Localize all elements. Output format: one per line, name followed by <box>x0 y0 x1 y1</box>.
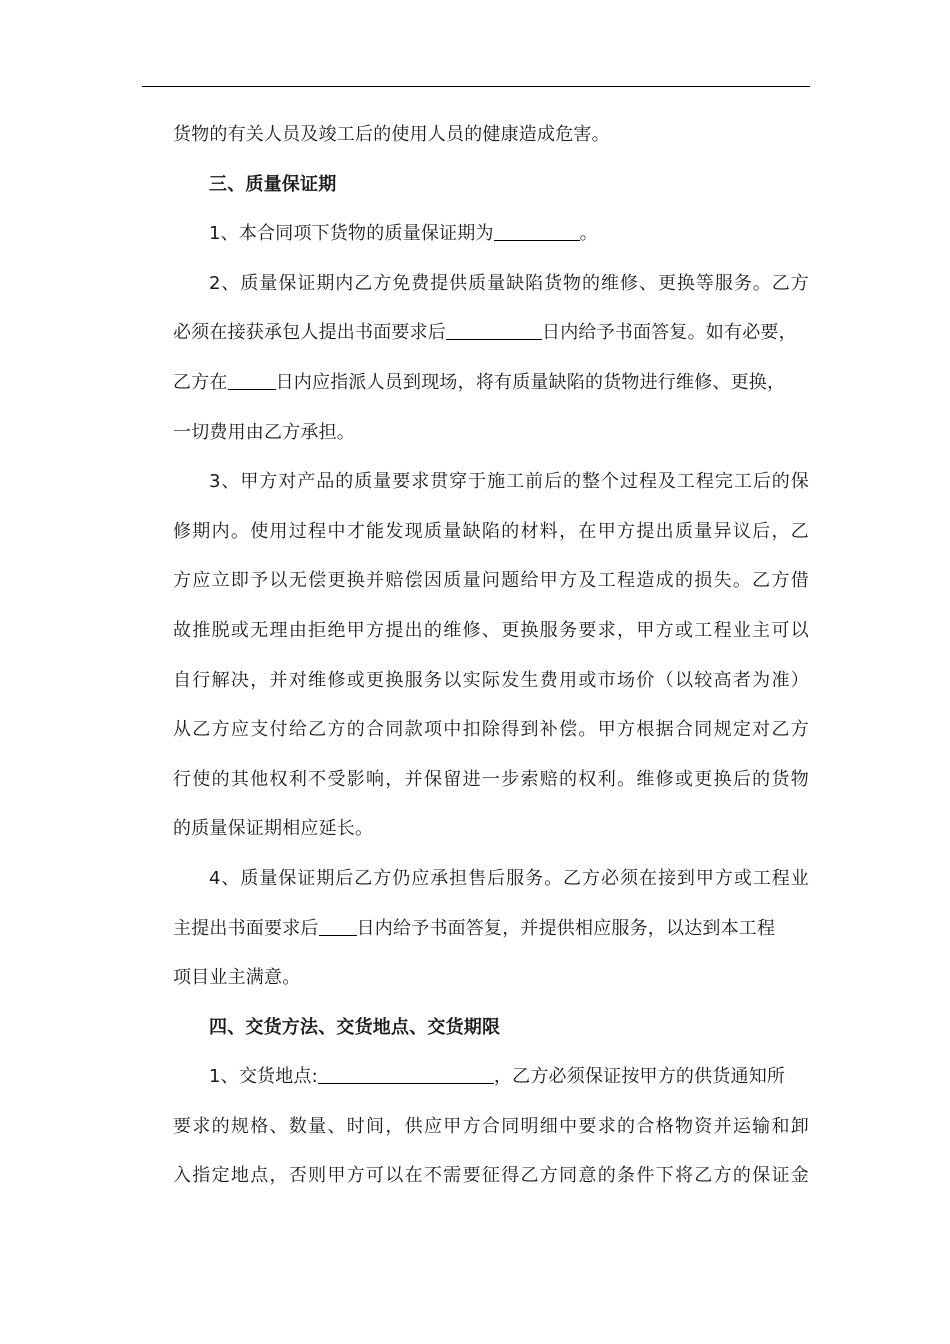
text-segment: ，乙方必须保证按甲方的供货通知所 <box>493 1066 786 1088</box>
fill-in-blank-delivery-location <box>318 1061 494 1084</box>
paragraph-line: 从乙方应支付给乙方的合同款项中扣除得到补偿。甲方根据合同规定对乙方 <box>173 719 809 741</box>
paragraph-line: 行使的其他权利不受影响，并保留进一步索赔的权利。维修或更换后的货物 <box>173 768 809 790</box>
paragraph-line: 方应立即予以无偿更换并赔偿因质量问题给甲方及工程造成的损失。乙方借 <box>173 570 809 592</box>
section-heading-delivery: 四、交货方法、交货地点、交货期限 <box>209 1016 501 1038</box>
fill-in-blank-reply-days <box>446 317 542 340</box>
paragraph-line: 项目业主满意。 <box>173 967 301 989</box>
fill-in-blank-aftersales-days <box>319 913 357 936</box>
text-segment: 日内给予书面答复，并提供相应服务，以达到本工程 <box>356 917 776 939</box>
text-segment: 日内给予书面答复。如有必要， <box>542 322 797 344</box>
fill-in-blank-onsite-days <box>228 367 276 390</box>
paragraph-line: 一切费用由乙方承担。 <box>173 421 355 443</box>
paragraph-line: 的质量保证期相应延长。 <box>173 818 374 840</box>
text-segment: 主提出书面要求后 <box>173 917 319 939</box>
fill-in-blank-warranty-period <box>494 218 580 241</box>
paragraph-line <box>173 1052 809 1102</box>
paragraph-line <box>173 209 809 259</box>
section-heading-warranty: 三、质量保证期 <box>209 173 337 195</box>
text-segment: 1、交货地点: <box>209 1066 318 1088</box>
text-segment: 乙方在 <box>173 371 228 393</box>
text-segment: 必须在接获承包人提出书面要求后 <box>173 322 446 344</box>
paragraph-line: 故推脱或无理由拒绝甲方提出的维修、更换服务要求，甲方或工程业主可以 <box>173 619 809 641</box>
paragraph-line: 货物的有关人员及竣工后的使用人员的健康造成危害。 <box>173 124 610 145</box>
paragraph-line: 3、甲方对产品的质量要求贯穿于施工前后的整个过程及工程完工后的保 <box>209 471 809 493</box>
document-body <box>173 110 809 1201</box>
paragraph-line: 自行解决，并对维修或更换服务以实际发生费用或市场价（以较高者为准） <box>173 669 809 691</box>
paragraph-line: 入指定地点，否则甲方可以在不需要征得乙方同意的条件下将乙方的保证金 <box>173 1165 809 1187</box>
paragraph-line <box>173 308 809 358</box>
paragraph-line: 修期内。使用过程中才能发现质量缺陷的材料，在甲方提出质量异议后，乙 <box>173 520 809 542</box>
paragraph-line: 要求的规格、数量、时间，供应甲方合同明细中要求的合格物资并运输和卸 <box>173 1115 809 1137</box>
paragraph-line <box>173 904 809 954</box>
paragraph-line <box>173 358 809 408</box>
text-segment: 1、本合同项下货物的质量保证期为 <box>209 223 494 245</box>
paragraph-line: 2、质量保证期内乙方免费提供质量缺陷货物的维修、更换等服务。乙方 <box>209 272 809 294</box>
paragraph-line: 4、质量保证期后乙方仍应承担售后服务。乙方必须在接到甲方或工程业 <box>209 867 809 889</box>
text-segment: 。 <box>579 223 598 245</box>
header-rule <box>142 86 810 87</box>
text-segment: 日内应指派人员到现场，将有质量缺陷的货物进行维修、更换， <box>275 371 786 393</box>
